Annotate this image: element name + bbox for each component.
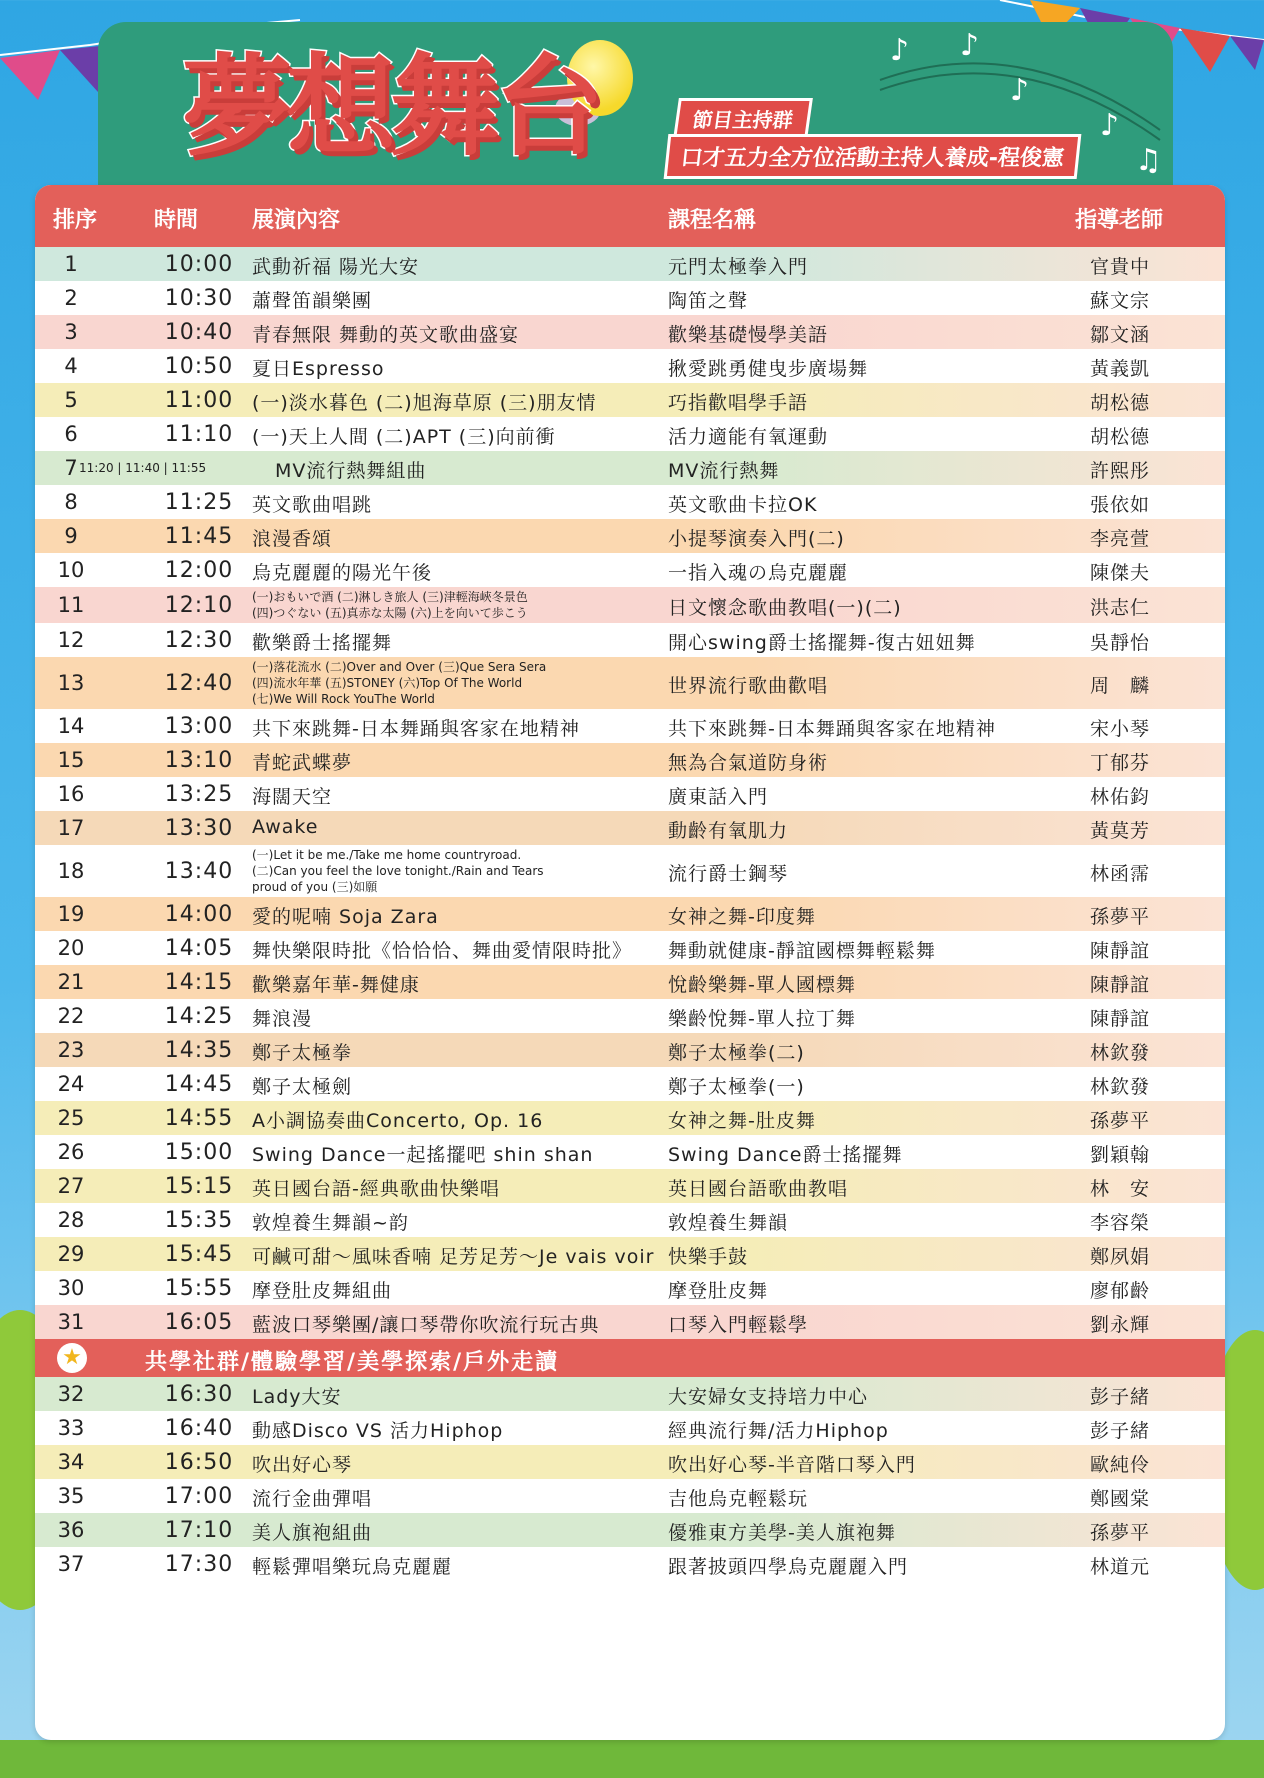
row-course: 鄭子太極拳(二) [668, 1042, 805, 1064]
table-row [35, 1101, 1225, 1135]
row-course: 經典流行舞/活力Hiphop [668, 1420, 889, 1442]
row-performance: 輕鬆彈唱樂玩烏克麗麗 [252, 1556, 453, 1578]
row-performance: 吹出好心琴 [252, 1454, 353, 1476]
row-teacher: 鄭國棠 [1090, 1488, 1151, 1510]
row-course: 英文歌曲卡拉OK [668, 494, 818, 516]
table-row [35, 247, 1225, 281]
row-order: 6 [64, 422, 78, 446]
row-time: 16:50 [164, 1450, 234, 1475]
table-row [35, 1377, 1225, 1411]
row-course: 舞動就健康-靜誼國標舞輕鬆舞 [668, 940, 936, 962]
row-performance: 舞快樂限時批《恰恰恰、舞曲愛情限時批》 [252, 940, 633, 962]
row-performance: 鄭子太極劍 [252, 1076, 353, 1098]
section-divider-label: 共學社群/體驗學習/美學探索/戶外走讀 [145, 1350, 560, 1375]
table-row [35, 845, 1225, 897]
row-teacher: 黃莫芳 [1090, 820, 1151, 842]
row-order: 10 [57, 558, 85, 582]
row-teacher: 李容榮 [1090, 1212, 1151, 1234]
table-row [35, 1513, 1225, 1547]
table-row [35, 777, 1225, 811]
row-teacher: 林欽發 [1090, 1076, 1151, 1098]
row-course: 共下來跳舞-日本舞踊與客家在地精神 [668, 718, 996, 740]
row-teacher: 劉穎翰 [1090, 1144, 1151, 1166]
row-course: 大安婦女支持培力中心 [668, 1386, 869, 1408]
row-time: 15:45 [164, 1242, 234, 1267]
row-teacher: 黃義凱 [1090, 358, 1151, 380]
row-time: 10:00 [164, 252, 234, 277]
row-order: 15 [57, 748, 85, 772]
table-row [35, 485, 1225, 519]
row-teacher: 許熙彤 [1090, 460, 1151, 482]
row-teacher: 林道元 [1090, 1556, 1151, 1578]
row-time: 15:00 [164, 1140, 234, 1165]
row-order: 30 [57, 1276, 85, 1300]
row-teacher: 陳靜誼 [1090, 974, 1151, 996]
row-time: 10:50 [164, 354, 234, 379]
table-row [35, 1135, 1225, 1169]
row-time: 13:00 [164, 714, 234, 739]
table-header [35, 185, 1225, 247]
row-course: 小提琴演奏入門(二) [668, 528, 845, 550]
row-performance: 流行金曲彈唱 [252, 1488, 373, 1510]
row-time: 17:00 [164, 1484, 234, 1509]
row-teacher: 林 安 [1090, 1178, 1151, 1200]
row-time: 10:30 [164, 286, 234, 311]
row-course: 優雅東方美學-美人旗袍舞 [668, 1522, 896, 1544]
row-teacher: 胡松德 [1090, 392, 1151, 414]
row-performance: 烏克麗麗的陽光午後 [252, 562, 433, 584]
col-header-teacher: 指導老師 [1075, 208, 1164, 233]
table-row [35, 1305, 1225, 1339]
row-order: 8 [64, 490, 78, 514]
row-teacher: 鄭夙娟 [1090, 1246, 1151, 1268]
row-performance: (一)Let it be me./Take me home countryroad. (二)Can you feel the love tonight./Rain and Tears proud of you (三)如願 [252, 848, 544, 894]
table-row [35, 623, 1225, 657]
row-course: 快樂手鼓 [668, 1246, 749, 1268]
row-order: 36 [57, 1518, 85, 1542]
table-row [35, 1067, 1225, 1101]
row-course: 活力適能有氧運動 [668, 426, 829, 448]
row-teacher: 林欽發 [1090, 1042, 1151, 1064]
star-icon: ★ [57, 1343, 87, 1373]
row-teacher: 胡松德 [1090, 426, 1151, 448]
row-course: 吹出好心琴-半音階口琴入門 [668, 1454, 916, 1476]
row-order: 27 [57, 1174, 85, 1198]
table-row [35, 1479, 1225, 1513]
table-row [35, 1033, 1225, 1067]
row-teacher: 林佑鈞 [1090, 786, 1151, 808]
row-time: 14:05 [164, 936, 234, 961]
row-time: 17:10 [164, 1518, 234, 1543]
row-order: 11 [57, 593, 85, 617]
row-time: 10:40 [164, 320, 234, 345]
row-course: 揪愛跳勇健曳步廣場舞 [668, 358, 869, 380]
row-performance: 動感Disco VS 活力Hiphop [252, 1420, 504, 1442]
row-performance: 藍波口琴樂團/讓口琴帶你吹流行玩古典 [252, 1314, 600, 1336]
page-title: 夢想舞台 [182, 43, 598, 171]
row-order: 33 [57, 1416, 85, 1440]
row-teacher: 洪志仁 [1090, 597, 1151, 619]
row-teacher: 陳靜誼 [1090, 940, 1151, 962]
row-time: 14:45 [164, 1072, 234, 1097]
row-performance: MV流行熱舞組曲 [275, 460, 427, 482]
table-row [35, 1445, 1225, 1479]
row-teacher: 廖郁齡 [1090, 1280, 1151, 1302]
row-course: 無為合氣道防身術 [668, 752, 829, 774]
row-time: 12:00 [164, 558, 234, 583]
row-time: 15:35 [164, 1208, 234, 1233]
row-course: 女神之舞-印度舞 [668, 906, 816, 928]
row-time: 12:30 [164, 628, 234, 653]
row-course: MV流行熱舞 [668, 460, 780, 482]
row-performance: A小調協奏曲Concerto, Op. 16 [252, 1110, 544, 1132]
row-order: 16 [57, 782, 85, 806]
row-order: 12 [57, 628, 85, 652]
row-time: 16:40 [164, 1416, 234, 1441]
row-order: 23 [57, 1038, 85, 1062]
grass-ground-decoration [0, 1740, 1264, 1778]
row-order: 24 [57, 1072, 85, 1096]
row-time: 16:05 [164, 1310, 234, 1335]
row-teacher: 周 麟 [1090, 675, 1151, 697]
row-order: 21 [57, 970, 85, 994]
row-course: 鄭子太極拳(一) [668, 1076, 805, 1098]
row-order: 5 [64, 388, 78, 412]
row-performance: 武動祈福 陽光大安 [252, 256, 420, 278]
row-performance: Lady大安 [252, 1386, 342, 1408]
row-teacher: 鄒文涵 [1090, 324, 1151, 346]
row-course: 女神之舞-肚皮舞 [668, 1110, 816, 1132]
row-course: 元門太極拳入門 [668, 256, 809, 278]
col-header-performance: 展演內容 [252, 208, 341, 233]
row-teacher: 官貴中 [1090, 256, 1151, 278]
row-order: 37 [57, 1552, 85, 1576]
host-group-label: 節目主持群 [673, 98, 813, 139]
row-teacher: 陳傑夫 [1090, 562, 1151, 584]
svg-text:♪: ♪ [960, 28, 980, 63]
row-order: 35 [57, 1484, 85, 1508]
row-course: 世界流行歌曲歡唱 [668, 675, 829, 697]
row-performance: Swing Dance一起搖擺吧 shin shan [252, 1144, 594, 1166]
row-order: 13 [57, 671, 85, 695]
host-name-label: 口才五力全方位活動主持人養成-程俊憲 [664, 134, 1082, 179]
row-course: 悅齡樂舞-單人國標舞 [668, 974, 856, 996]
col-header-course: 課程名稱 [668, 208, 757, 233]
row-teacher: 彭子緒 [1090, 1420, 1151, 1442]
row-course: 摩登肚皮舞 [668, 1280, 769, 1302]
row-order: 17 [57, 816, 85, 840]
row-course: 吉他烏克輕鬆玩 [668, 1488, 809, 1510]
row-teacher: 蘇文宗 [1090, 290, 1151, 312]
row-time: 11:00 [164, 388, 234, 413]
row-performance: 可鹹可甜～風味香喃 足芳足芳～Je vais voir [252, 1246, 655, 1268]
svg-text:♪: ♪ [1010, 73, 1030, 108]
row-teacher: 林函霈 [1090, 863, 1151, 885]
row-order: 20 [57, 936, 85, 960]
row-time: 13:30 [164, 816, 234, 841]
row-order: 7 [64, 456, 78, 480]
row-performance: 歡樂爵士搖擺舞 [252, 632, 393, 654]
row-performance: 青春無限 舞動的英文歌曲盛宴 [252, 324, 520, 346]
row-order: 32 [57, 1382, 85, 1406]
row-time: 17:30 [164, 1552, 234, 1577]
row-time: 16:30 [164, 1382, 234, 1407]
row-time: 14:15 [164, 970, 234, 995]
row-performance: (一)天上人間 (二)APT (三)向前衝 [252, 426, 556, 448]
row-order: 2 [64, 286, 78, 310]
row-performance: 舞浪漫 [252, 1008, 313, 1030]
row-time: 13:10 [164, 748, 234, 773]
row-performance: 鄭子太極拳 [252, 1042, 353, 1064]
row-performance: (一)落花流水 (二)Over and Over (三)Que Sera Sera (四)流水年華 (五)STONEY (六)Top Of The World (七)We Will Rock YouThe World [252, 660, 547, 706]
schedule-table [35, 185, 1225, 1740]
row-course: 口琴入門輕鬆學 [668, 1314, 809, 1336]
table-row [35, 281, 1225, 315]
row-course: 英日國台語歌曲教唱 [668, 1178, 849, 1200]
section-divider [35, 1339, 1225, 1377]
row-time: 12:10 [164, 593, 234, 618]
row-course: 動齡有氧肌力 [668, 820, 789, 842]
table-row [35, 1547, 1225, 1581]
table-row [35, 1169, 1225, 1203]
table-row [35, 587, 1225, 623]
table-row [35, 519, 1225, 553]
row-teacher: 歐純伶 [1090, 1454, 1151, 1476]
row-course: 跟著披頭四學烏克麗麗入門 [668, 1556, 909, 1578]
row-order: 14 [57, 714, 85, 738]
row-performance: (一)淡水暮色 (二)旭海草原 (三)朋友情 [252, 392, 597, 414]
table-row [35, 709, 1225, 743]
row-teacher: 宋小琴 [1090, 718, 1151, 740]
row-course: 流行爵士鋼琴 [668, 863, 789, 885]
row-time: 11:20 | 11:40 | 11:55 [79, 461, 207, 475]
row-course: 廣東話入門 [668, 786, 769, 808]
row-performance: 英文歌曲唱跳 [252, 494, 373, 516]
row-time: 13:25 [164, 782, 234, 807]
row-performance: 浪漫香頌 [252, 528, 333, 550]
row-performance: 美人旗袍組曲 [252, 1522, 373, 1544]
row-order: 34 [57, 1450, 85, 1474]
table-row [35, 451, 1225, 485]
row-course: Swing Dance爵士搖擺舞 [668, 1144, 903, 1166]
row-performance: Awake [252, 816, 319, 838]
row-time: 11:10 [164, 422, 234, 447]
row-performance: 敦煌養生舞韻~韵 [252, 1212, 409, 1234]
row-time: 11:45 [164, 524, 234, 549]
row-order: 4 [64, 354, 78, 378]
row-performance: 英日國台語-經典歌曲快樂唱 [252, 1178, 500, 1200]
row-order: 26 [57, 1140, 85, 1164]
row-performance: 共下來跳舞-日本舞踊與客家在地精神 [252, 718, 580, 740]
row-order: 31 [57, 1310, 85, 1334]
row-performance: 海闊天空 [252, 786, 333, 808]
table-row [35, 931, 1225, 965]
col-header-order: 排序 [53, 208, 98, 233]
row-teacher: 劉永輝 [1090, 1314, 1151, 1336]
row-performance: 摩登肚皮舞組曲 [252, 1280, 393, 1302]
table-row [35, 657, 1225, 709]
table-row [35, 1203, 1225, 1237]
table-row [35, 1411, 1225, 1445]
row-course: 開心swing爵士搖擺舞-復古妞妞舞 [668, 632, 976, 654]
table-row [35, 553, 1225, 587]
row-order: 28 [57, 1208, 85, 1232]
table-row [35, 1237, 1225, 1271]
row-time: 12:40 [164, 671, 234, 696]
row-time: 13:40 [164, 859, 234, 884]
row-teacher: 孫夢平 [1090, 1110, 1151, 1132]
row-performance: 蕭聲笛韻樂團 [252, 290, 373, 312]
row-teacher: 李亮萱 [1090, 528, 1151, 550]
table-row [35, 349, 1225, 383]
table-row [35, 965, 1225, 999]
table-row [35, 811, 1225, 845]
row-order: 18 [57, 859, 85, 883]
row-course: 敦煌養生舞韻 [668, 1212, 789, 1234]
table-row [35, 383, 1225, 417]
row-teacher: 孫夢平 [1090, 906, 1151, 928]
table-row [35, 743, 1225, 777]
svg-text:♪: ♪ [1100, 108, 1120, 143]
row-order: 22 [57, 1004, 85, 1028]
row-course: 歡樂基礎慢學美語 [668, 324, 829, 346]
row-order: 29 [57, 1242, 85, 1266]
row-order: 1 [64, 252, 78, 276]
row-time: 14:35 [164, 1038, 234, 1063]
svg-text:♪: ♪ [890, 33, 910, 68]
row-course: 日文懷念歌曲教唱(一)(二) [668, 597, 902, 619]
table-row [35, 1271, 1225, 1305]
row-teacher: 陳靜誼 [1090, 1008, 1151, 1030]
row-order: 9 [64, 524, 78, 548]
row-teacher: 吳靜怡 [1090, 632, 1151, 654]
row-time: 14:55 [164, 1106, 234, 1131]
row-performance: 夏日Espresso [252, 358, 385, 380]
row-time: 11:25 [164, 490, 234, 515]
row-teacher: 孫夢平 [1090, 1522, 1151, 1544]
row-teacher: 丁郁芬 [1090, 752, 1151, 774]
row-performance: 青蛇武蝶夢 [252, 752, 353, 774]
row-time: 14:25 [164, 1004, 234, 1029]
table-row [35, 315, 1225, 349]
row-performance: (一)おもいで酒 (二)淋しき旅人 (三)津輕海峽冬景色 (四)つぐない (五)真赤な太陽 (六)上を向いて歩こう [252, 590, 528, 620]
row-teacher: 張依如 [1090, 494, 1151, 516]
col-header-time: 時間 [154, 208, 199, 233]
row-order: 19 [57, 902, 85, 926]
row-teacher: 彭子緒 [1090, 1386, 1151, 1408]
svg-text:♫: ♫ [1135, 143, 1162, 178]
row-time: 15:55 [164, 1276, 234, 1301]
table-row [35, 417, 1225, 451]
table-row [35, 999, 1225, 1033]
row-course: 樂齡悅舞-單人拉丁舞 [668, 1008, 856, 1030]
row-course: 陶笛之聲 [668, 290, 749, 312]
row-performance: 歡樂嘉年華-舞健康 [252, 974, 420, 996]
row-course: 一指入魂の烏克麗麗 [668, 562, 849, 584]
row-course: 巧指歡唱學手語 [668, 392, 809, 414]
table-row [35, 897, 1225, 931]
row-time: 15:15 [164, 1174, 234, 1199]
row-performance: 愛的呢喃 Soja Zara [252, 906, 439, 928]
row-order: 25 [57, 1106, 85, 1130]
row-order: 3 [64, 320, 78, 344]
row-time: 14:00 [164, 902, 234, 927]
